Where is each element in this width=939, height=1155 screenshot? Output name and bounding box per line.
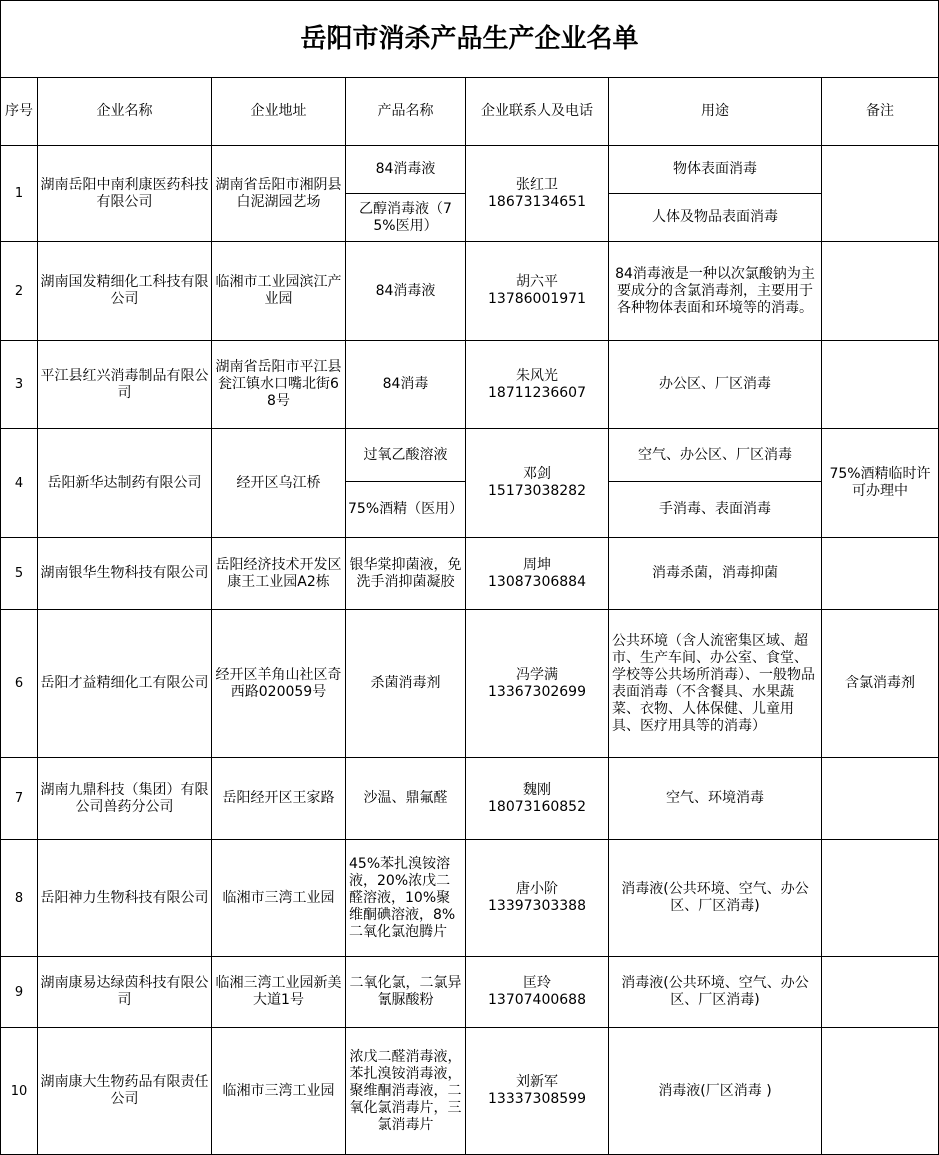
header-company: 企业名称	[38, 78, 212, 146]
contact-name: 唐小阶	[516, 881, 558, 897]
contact-cell	[466, 840, 609, 957]
company-name: 湖南岳阳中南利康医药科技有限公司	[38, 146, 212, 242]
contact-phone: 18073160852	[488, 798, 586, 815]
header-address: 企业地址	[212, 78, 346, 146]
company-name: 湖南康易达绿茵科技有限公司	[38, 957, 212, 1028]
product-name: 乙醇消毒液（75%医用）	[346, 194, 466, 242]
header-row	[1, 78, 939, 146]
table-row	[1, 957, 939, 1028]
company-name: 岳阳才益精细化工有限公司	[38, 610, 212, 758]
table-row	[1, 758, 939, 840]
table-row	[1, 429, 939, 482]
contact-phone: 15173038282	[488, 483, 586, 499]
note	[822, 146, 939, 242]
header-product: 产品名称	[346, 78, 466, 146]
product-name: 杀菌消毒剂	[346, 610, 466, 758]
product-name: 二氧化氯，二氯异氰脲酸粉	[346, 957, 466, 1028]
company-address: 岳阳经开区王家路	[212, 758, 346, 840]
contact-phone: 13707400688	[488, 992, 586, 1008]
contact-cell	[466, 538, 609, 610]
company-address: 湖南省岳阳市湘阴县白泥湖园艺场	[212, 146, 346, 242]
note	[822, 1028, 939, 1155]
usage: 物体表面消毒	[609, 146, 822, 194]
usage: 公共环境（含人流密集区域、超市、生产车间、办公室、食堂、学校等公共场所消毒）、一般物品表面消毒（不含餐具、水果蔬菜、衣物、人体保健、儿童用具、医疗用具等的消毒）	[609, 610, 822, 758]
usage: 消毒杀菌，消毒抑菌	[609, 538, 822, 610]
product-name: 84消毒液	[346, 146, 466, 194]
row-number: 10	[1, 1028, 38, 1155]
contact-name: 邓剑	[523, 466, 551, 482]
contact-phone: 18673134651	[488, 193, 586, 210]
table-row	[1, 538, 939, 610]
company-address: 经开区乌江桥	[212, 429, 346, 538]
usage: 消毒液(公共环境、空气、办公区、厂区消毒)	[609, 957, 822, 1028]
product-name: 84消毒液	[346, 242, 466, 341]
product-name: 过氧乙酸溶液	[346, 429, 466, 482]
contact-name: 魏刚	[523, 781, 551, 798]
contact-name: 张红卫	[516, 176, 558, 193]
company-name: 岳阳神力生物科技有限公司	[38, 840, 212, 957]
note: 75%酒精临时许可办理中	[822, 429, 939, 538]
row-number: 5	[1, 538, 38, 610]
contact-name: 刘新军	[516, 1074, 558, 1090]
note	[822, 242, 939, 341]
row-number: 6	[1, 610, 38, 758]
company-name: 平江县红兴消毒制品有限公司	[38, 341, 212, 429]
product-name: 75%酒精（医用）	[346, 482, 466, 538]
row-number: 1	[1, 146, 38, 242]
contact-cell	[466, 429, 609, 538]
product-name: 浓戊二醛消毒液，苯扎溴铵消毒液，聚维酮消毒液，二氧化氯消毒片，三氯消毒片	[346, 1028, 466, 1155]
company-address: 临湘三湾工业园新美大道1号	[212, 957, 346, 1028]
note: 含氯消毒剂	[822, 610, 939, 758]
usage: 消毒液(公共环境、空气、办公区、厂区消毒)	[609, 840, 822, 957]
contact-phone: 13786001971	[488, 291, 586, 307]
product-name: 银华棠抑菌液，免洗手消抑菌凝胶	[346, 538, 466, 610]
usage: 人体及物品表面消毒	[609, 194, 822, 242]
table-row	[1, 242, 939, 341]
table-row	[1, 840, 939, 957]
usage: 消毒液(厂区消毒 )	[609, 1028, 822, 1155]
table-row	[1, 146, 939, 194]
company-address: 岳阳经济技术开发区康王工业园A2栋	[212, 538, 346, 610]
row-number: 2	[1, 242, 38, 341]
contact-phone: 18711236607	[488, 384, 586, 401]
contact-phone: 13337308599	[488, 1091, 586, 1107]
contact-name: 胡六平	[516, 274, 558, 290]
note	[822, 341, 939, 429]
usage: 办公区、厂区消毒	[609, 341, 822, 429]
contact-cell	[466, 610, 609, 758]
contact-phone: 13397303388	[488, 898, 586, 914]
note	[822, 840, 939, 957]
row-number: 9	[1, 957, 38, 1028]
usage: 手消毒、表面消毒	[609, 482, 822, 538]
company-address: 湖南省岳阳市平江县瓮江镇水口嘴北街68号	[212, 341, 346, 429]
company-name: 湖南银华生物科技有限公司	[38, 538, 212, 610]
table-row	[1, 341, 939, 429]
header-no: 序号	[1, 78, 38, 146]
contact-cell	[466, 758, 609, 840]
contact-cell	[466, 957, 609, 1028]
header-note: 备注	[822, 78, 939, 146]
contact-name: 冯学满	[516, 666, 558, 683]
table-row	[1, 1028, 939, 1155]
company-address: 经开区羊角山社区奇西路020059号	[212, 610, 346, 758]
page-title: 岳阳市消杀产品生产企业名单	[1, 1, 939, 78]
company-address: 临湘市三湾工业园	[212, 1028, 346, 1155]
product-name: 沙温、鼎氟醛	[346, 758, 466, 840]
header-usage: 用途	[609, 78, 822, 146]
contact-phone: 13367302699	[488, 683, 586, 700]
company-address: 临湘市工业园滨江产业园	[212, 242, 346, 341]
product-name: 45%苯扎溴铵溶液，20%浓戊二醛溶液，10%聚维酮碘溶液，8%二氧化氯泡腾片	[346, 840, 466, 957]
contact-name: 朱风光	[516, 367, 558, 384]
row-number: 8	[1, 840, 38, 957]
company-address: 临湘市三湾工业园	[212, 840, 346, 957]
contact-cell	[466, 341, 609, 429]
table-row	[1, 610, 939, 758]
company-name: 岳阳新华达制药有限公司	[38, 429, 212, 538]
contact-name: 匡玲	[523, 975, 551, 991]
company-name: 湖南国发精细化工科技有限公司	[38, 242, 212, 341]
company-name: 湖南康大生物药品有限责任公司	[38, 1028, 212, 1155]
usage: 84消毒液是一种以次氯酸钠为主要成分的含氯消毒剂，主要用于各种物体表面和环境等的消毒。	[609, 242, 822, 341]
product-name: 84消毒	[346, 341, 466, 429]
company-name: 湖南九鼎科技（集团）有限公司兽药分公司	[38, 758, 212, 840]
usage: 空气、办公区、厂区消毒	[609, 429, 822, 482]
contact-cell	[466, 242, 609, 341]
contact-phone: 13087306884	[488, 573, 586, 590]
note	[822, 957, 939, 1028]
contact-name: 周坤	[523, 556, 551, 573]
row-number: 7	[1, 758, 38, 840]
contact-cell	[466, 146, 609, 242]
row-number: 3	[1, 341, 38, 429]
header-contact: 企业联系人及电话	[466, 78, 609, 146]
contact-cell	[466, 1028, 609, 1155]
usage: 空气、环境消毒	[609, 758, 822, 840]
note	[822, 758, 939, 840]
note	[822, 538, 939, 610]
row-number: 4	[1, 429, 38, 538]
